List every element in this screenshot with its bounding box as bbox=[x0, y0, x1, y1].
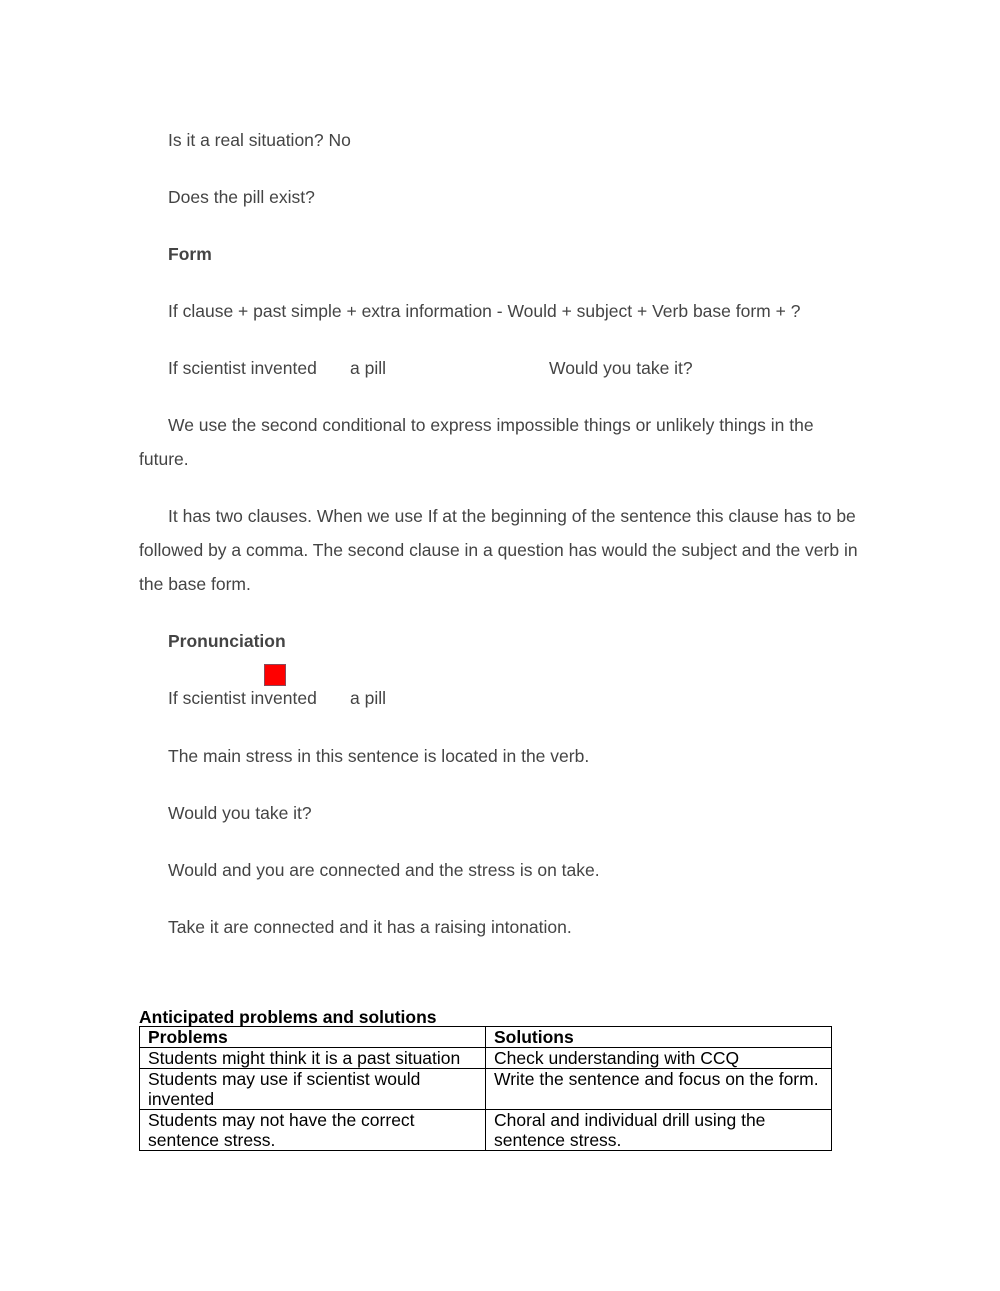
stress-drop-zone[interactable] bbox=[264, 664, 286, 686]
table-row bbox=[140, 1048, 832, 1069]
problem-cell: Students may not have the correct sentence stress. bbox=[140, 1110, 486, 1151]
example-a-pill: a pill bbox=[350, 358, 386, 378]
form-heading: Form bbox=[168, 244, 212, 264]
pronunciation-heading: Pronunciation bbox=[168, 631, 286, 651]
header-solutions: Solutions bbox=[486, 1027, 832, 1048]
table-header-row bbox=[140, 1027, 832, 1048]
solution-cell: Choral and individual drill using the sentence stress. bbox=[486, 1110, 832, 1151]
solution-cell: Write the sentence and focus on the form. bbox=[486, 1069, 832, 1110]
example-if-clause: If scientist invented bbox=[168, 358, 317, 378]
problems-solutions-table bbox=[139, 1026, 832, 1151]
pronunciation-if-clause: If scientist invented bbox=[168, 688, 317, 708]
problem-cell: Students may use if scientist would invented bbox=[140, 1069, 486, 1110]
problem-cell: Students might think it is a past situation bbox=[140, 1048, 486, 1069]
table-row bbox=[140, 1110, 832, 1151]
pronunciation-a-pill: a pill bbox=[350, 688, 386, 708]
line-connected-2: Take it are connected and it has a raising intonation. bbox=[168, 917, 572, 937]
line-main-stress: The main stress in this sentence is located in the verb. bbox=[168, 746, 590, 766]
example-question: Would you take it? bbox=[549, 358, 693, 378]
form-formula: If clause + past simple + extra information - Would + subject + Verb base form + ? bbox=[168, 301, 801, 321]
line-real-situation: Is it a real situation? No bbox=[168, 130, 351, 150]
line-connected-1: Would and you are connected and the stress is on take. bbox=[168, 860, 600, 880]
paragraph-clauses: It has two clauses. When we use If at the beginning of the sentence this clause has to be followed by a comma. The second clause in a question has would the subject and the verb in the base form. bbox=[139, 506, 858, 594]
header-problems: Problems bbox=[140, 1027, 486, 1048]
paragraph-usage: We use the second conditional to express impossible things or unlikely things in the future. bbox=[139, 415, 814, 469]
line-pill-exist: Does the pill exist? bbox=[168, 187, 315, 207]
line-question: Would you take it? bbox=[168, 803, 312, 823]
table-row bbox=[140, 1069, 832, 1110]
solution-cell: Check understanding with CCQ bbox=[486, 1048, 832, 1069]
table-caption: Anticipated problems and solutions bbox=[139, 1007, 437, 1027]
